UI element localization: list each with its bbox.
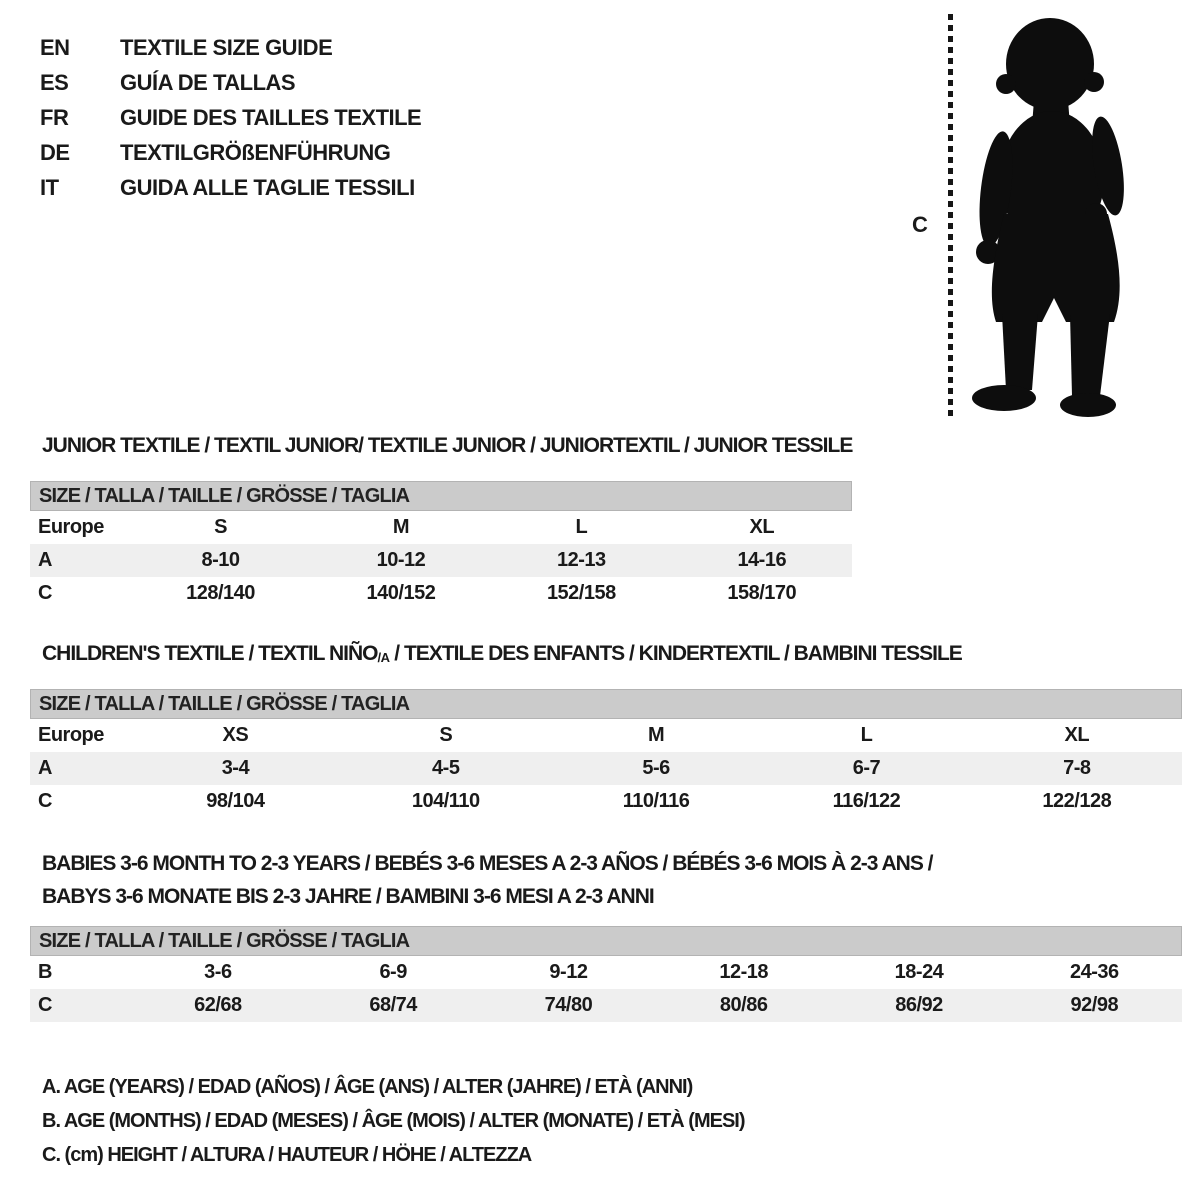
row-label: A (38, 549, 52, 571)
cell: 3-6 (204, 961, 232, 983)
children-size-col: L (860, 724, 873, 746)
legend-line-b: B. AGE (MONTHS) / EDAD (MESES) / ÂGE (MOIS) / ALTER (MONATE) / ETÀ (MESI) (42, 1109, 745, 1132)
lang-row-de (40, 135, 421, 170)
cell: 8-10 (201, 549, 240, 571)
junior-section-title-text: JUNIOR TEXTILE / TEXTIL JUNIOR/ TEXTILE JUNIOR / JUNIORTEXTIL / JUNIOR TESSILE (42, 434, 853, 457)
junior-table (30, 511, 852, 610)
junior-section-title (42, 434, 852, 458)
toddler-silhouette-image (966, 14, 1140, 418)
babies-title-line1-text: BABIES 3-6 MONTH TO 2-3 YEARS / BEBÉS 3-6 MESES A 2-3 AÑOS / BÉBÉS 3-6 MOIS À 2-3 ANS / (42, 852, 933, 875)
babies-section-title-line2 (42, 885, 654, 909)
cell: 6-7 (852, 757, 881, 779)
children-age-row (30, 752, 1182, 785)
children-height-row (30, 785, 1182, 818)
junior-size-col: S (214, 516, 227, 538)
height-measure-label: C (912, 212, 928, 237)
junior-size-col: L (575, 516, 588, 538)
cell: 86/92 (895, 994, 943, 1016)
junior-region-label: Europe (38, 516, 104, 538)
cell: 68/74 (369, 994, 417, 1016)
cell: 104/110 (411, 790, 480, 812)
babies-size-table (30, 926, 1182, 1022)
children-size-col: S (439, 724, 453, 746)
cell: 14-16 (737, 549, 787, 571)
lang-code: EN (40, 34, 70, 60)
cell: 116/122 (832, 790, 901, 812)
cell: 9-12 (549, 961, 588, 983)
children-section-title (42, 642, 962, 666)
cell: 140/152 (366, 582, 436, 604)
cell: 158/170 (727, 582, 797, 604)
lang-title: GUIDE DES TAILLES TEXTILE (120, 104, 422, 130)
junior-columns-row (30, 511, 852, 544)
lang-code: IT (40, 174, 59, 200)
row-label: C (38, 790, 52, 812)
cell: 110/116 (622, 790, 690, 812)
row-label: C (38, 582, 52, 604)
row-label: C (38, 994, 52, 1016)
language-list (40, 30, 421, 205)
legend (42, 1070, 745, 1172)
cell: 5-6 (642, 757, 670, 779)
row-label: B (38, 961, 52, 983)
children-title-suffix: / TEXTILE DES ENFANTS / KINDERTEXTIL / BAMBINI TESSILE (389, 642, 962, 665)
babies-height-row (30, 989, 1182, 1022)
cell: 92/98 (1070, 994, 1119, 1016)
lang-code: DE (40, 139, 70, 165)
cell: 80/86 (719, 994, 768, 1016)
legend-line-a: A. AGE (YEARS) / EDAD (AÑOS) / ÂGE (ANS) / ALTER (JAHRE) / ETÀ (ANNI) (42, 1075, 693, 1098)
junior-age-row (30, 544, 852, 577)
cell: 122/128 (1042, 790, 1112, 812)
children-size-col: XL (1064, 724, 1090, 746)
cell: 12-18 (719, 961, 769, 983)
cell: 62/68 (194, 994, 242, 1016)
cell: 12-13 (557, 549, 606, 571)
children-title-prefix: CHILDREN'S TEXTILE / TEXTIL NIÑO (42, 642, 378, 665)
cell: 4-5 (432, 757, 460, 779)
lang-code: ES (40, 69, 69, 95)
height-measure-dashed-line (948, 14, 953, 418)
children-size-col: M (647, 724, 665, 746)
cell: 98/104 (206, 790, 265, 812)
lang-row-en (40, 30, 421, 65)
lang-title: TEXTILE SIZE GUIDE (120, 34, 333, 60)
children-size-col: XS (222, 724, 249, 746)
babies-title-line2-text: BABYS 3-6 MONATE BIS 2-3 JAHRE / BAMBINI 3-6 MESI A 2-3 ANNI (42, 885, 654, 908)
lang-row-fr (40, 100, 421, 135)
children-size-table (30, 689, 1182, 818)
children-table (30, 719, 1182, 818)
junior-size-header-bar: SIZE / TALLA / TAILLE / GRÖSSE / TAGLIA (30, 481, 852, 511)
cell: 10-12 (376, 549, 426, 571)
babies-size-header-bar: SIZE / TALLA / TAILLE / GRÖSSE / TAGLIA (30, 926, 1182, 956)
cell: 18-24 (894, 961, 944, 983)
lang-row-it (40, 170, 421, 205)
lang-row-es (40, 65, 421, 100)
junior-size-col: M (392, 516, 409, 538)
children-columns-row (30, 719, 1182, 752)
junior-size-table (30, 481, 852, 610)
babies-section-title-line1 (42, 852, 933, 876)
cell: 152/158 (546, 582, 616, 604)
cell: 24-36 (1069, 961, 1119, 983)
legend-line-c: C. (cm) HEIGHT / ALTURA / HAUTEUR / HÖHE / ALTEZZA (42, 1143, 532, 1166)
lang-title: GUÍA DE TALLAS (120, 69, 296, 95)
junior-height-row (30, 577, 852, 610)
cell: 3-4 (221, 757, 250, 779)
lang-title: TEXTILGRÖßENFÜHRUNG (120, 139, 391, 165)
babies-table (30, 956, 1182, 1022)
cell: 128/140 (186, 582, 255, 604)
row-label: A (38, 757, 52, 779)
cell: 7-8 (1063, 757, 1091, 779)
lang-code: FR (40, 104, 69, 130)
children-size-header-bar: SIZE / TALLA / TAILLE / GRÖSSE / TAGLIA (30, 689, 1182, 719)
children-title-subscript: /A (377, 650, 390, 665)
cell: 74/80 (544, 994, 593, 1016)
junior-size-col: XL (749, 516, 775, 538)
children-region-label: Europe (38, 724, 104, 746)
cell: 6-9 (379, 961, 407, 983)
babies-months-row (30, 956, 1182, 989)
lang-title: GUIDA ALLE TAGLIE TESSILI (120, 174, 415, 200)
